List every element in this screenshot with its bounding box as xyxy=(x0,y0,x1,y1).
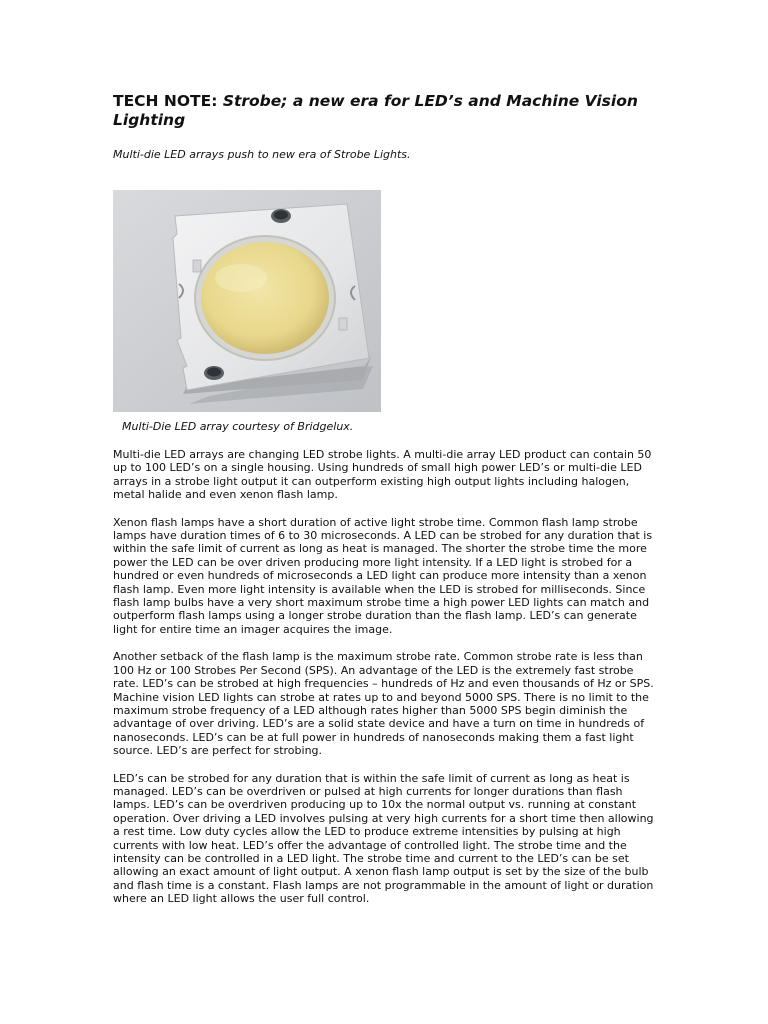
subtitle: Multi-die LED arrays push to new era of Strobe Lights. xyxy=(113,148,411,161)
title-lead: TECH NOTE: xyxy=(113,92,223,110)
led-phosphor xyxy=(201,242,329,354)
led-array-illustration xyxy=(113,190,381,412)
paragraph-2: Xenon flash lamps have a short duration of active light strobe time. Common flash lamp strobe lamps have duration times of 6 to 30 microseconds. A LED can be strobed for any duration that is within the safe limit of current as long as heat is managed. The shorter the strobe time the more power the LED can be over driven producing more light intensity. If a LED light is strobed for a hundred or even hundreds of microseconds a LED light can produce more intensity than a xenon flash lamp. Even more light intensity is available when the LED is strobed for milliseconds. Since flash lamp bulbs have a very short maximum strobe time a high power LED lights can match and outperform flash lamps using a longer strobe duration than the flash lamp. LED’s can generate light for entire time an imager acquires the image. xyxy=(113,515,653,636)
led-highlight xyxy=(215,264,267,292)
title-rest: Strobe; a new era for LED’s and Machine Vision Lighting xyxy=(113,92,638,129)
pad-right xyxy=(339,318,347,330)
page-title xyxy=(113,92,658,130)
pad-left xyxy=(193,260,201,272)
paragraph-1: Multi-die LED arrays are changing LED strobe lights. A multi-die array LED product can contain 50 up to 100 LED’s on a single housing. Using hundreds of small high power LED’s or multi-die LED arrays in a strobe light output it can outperform existing high output lights including halogen, metal halide and even xenon flash lamp. xyxy=(113,448,652,502)
led-array-photo xyxy=(113,190,381,412)
document-page xyxy=(113,92,658,906)
mount-hole-bottom-inner xyxy=(207,368,221,377)
paragraph-3: Another setback of the flash lamp is the maximum strobe rate. Common strobe rate is less than 100 Hz or 100 Strobes Per Second (SPS). An advantage of the LED is the extremely fast strobe rate. LED’s can be strobed at high frequencies – hundreds of Hz and even thousands of Hz or SPS. Machine vision LED lights can strobe at rates up to and beyond 5000 SPS. There is no limit to the maximum strobe frequency of a LED although rates higher than 5000 SPS begin diminish the advantage of over driving. LED’s are a solid state device and have a turn on time in hundreds of nanoseconds. LED’s can be at full power in hundreds of nanoseconds making them a fast light source. LED’s are perfect for strobing. xyxy=(113,650,654,758)
mount-hole-top-inner xyxy=(274,211,288,220)
paragraph-4: LED’s can be strobed for any duration that is within the safe limit of current as long as heat is managed. LED’s can be overdriven or pulsed at high currents for longer durations than flash lamps. LED’s can be overdriven producing up to 10x the normal output vs. running at constant operation. Over driving a LED involves pulsing at very high currents for a short time then allowing a rest time. Low duty cycles allow the LED to produce extreme intensities by pulsing at high currents with low heat. LED’s offer the advantage of controlled light. The strobe time and the intensity can be controlled in a LED light. The strobe time and current to the LED’s can be set allowing an exact amount of light output. A xenon flash lamp output is set by the size of the bulb and flash time is a constant. Flash lamps are not programmable in the amount of light or duration where an LED light allows the user full control. xyxy=(113,771,654,906)
figure-caption: Multi-Die LED array courtesy of Bridgelux. xyxy=(122,420,354,433)
